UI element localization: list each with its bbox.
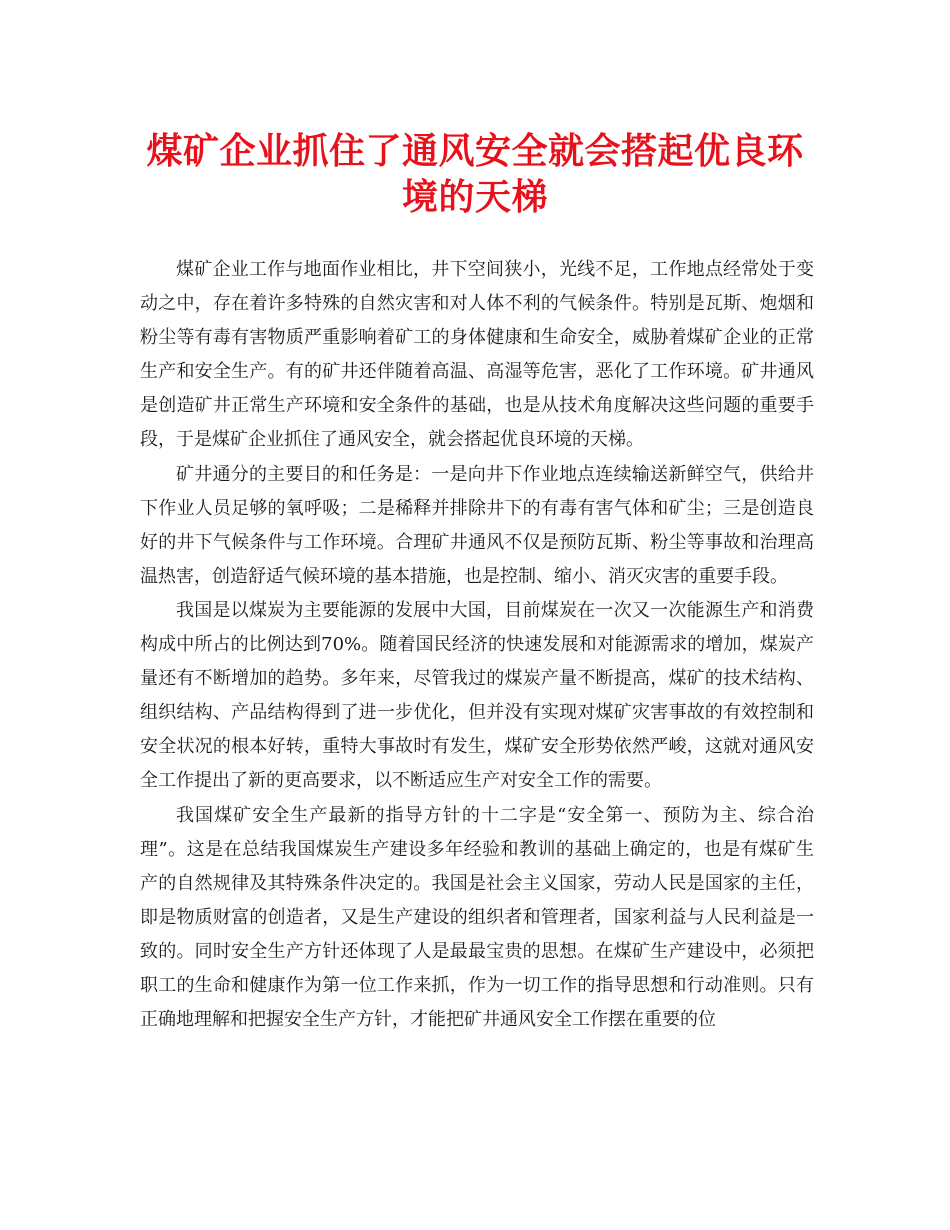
document-body [140,253,814,1037]
document-title: 煤矿企业抓住了通风安全就会搭起优良环境的天梯 [146,130,804,218]
paragraph-2: 矿井通分的主要目的和任务是：一是向井下作业地点连续输送新鲜空气，供给井下作业人员足够的氧呼吸；二是稀释并排除井下的有毒有害气体和矿尘；三是创造良好的井下气候条件与工作环境。合理矿井通风不仅是预防瓦斯、粉尘等事故和治理高温热害，创造舒适气候环境的基本措施，也是控制、缩小、消灭灾害的重要手段。 [140,463,814,587]
paragraph-1: 煤矿企业工作与地面作业相比，井下空间狭小，光线不足，工作地点经常处于变动之中，存在着许多特殊的自然灾害和对人体不利的气候条件。特别是瓦斯、炮烟和粉尘等有毒有害物质严重影响着矿工的身体健康和生命安全，威胁着煤矿企业的正常生产和安全生产。有的矿井还伴随着高温、高湿等危害，恶化了工作环境。矿井通风是创造矿井正常生产环境和安全条件的基础，也是从技术角度解决这些问题的重要手段，于是煤矿企业抓住了通风安全，就会搭起优良环境的天梯。 [140,259,814,451]
paragraph-4: 我国煤矿安全生产最新的指导方针的十二字是“安全第一、预防为主、综合治理”。这是在总结我国煤炭生产建设多年经验和教训的基础上确定的，也是有煤矿生产的自然规律及其特殊条件决定的。我国是社会主义国家，劳动人民是国家的主任，即是物质财富的创造者，又是生产建设的组织者和管理者，国家利益与人民利益是一致的。同时安全生产方针还体现了人是最最宝贵的思想。在煤矿生产建设中，必须把职工的生命和健康作为第一位工作来抓，作为一切工作的指导思想和行动准则。只有正确地理解和把握安全生产方针，才能把矿井通风安全工作摆在重要的位 [140,804,814,1031]
paragraph-3: 我国是以煤炭为主要能源的发展中大国，目前煤炭在一次又一次能源生产和消费构成中所占的比例达到70%。随着国民经济的快速发展和对能源需求的增加，煤炭产量还有不断增加的趋势。多年来，尽管我过的煤炭产量不断提高，煤矿的技术结构、组织结构、产品结构得到了进一步优化，但并没有实现对煤矿灾害事故的有效控制和安全状况的根本好转，重特大事故时有发生，煤矿安全形势依然严峻，这就对通风安全工作提出了新的更高要求，以不断适应生产对安全工作的需要。 [140,599,814,792]
